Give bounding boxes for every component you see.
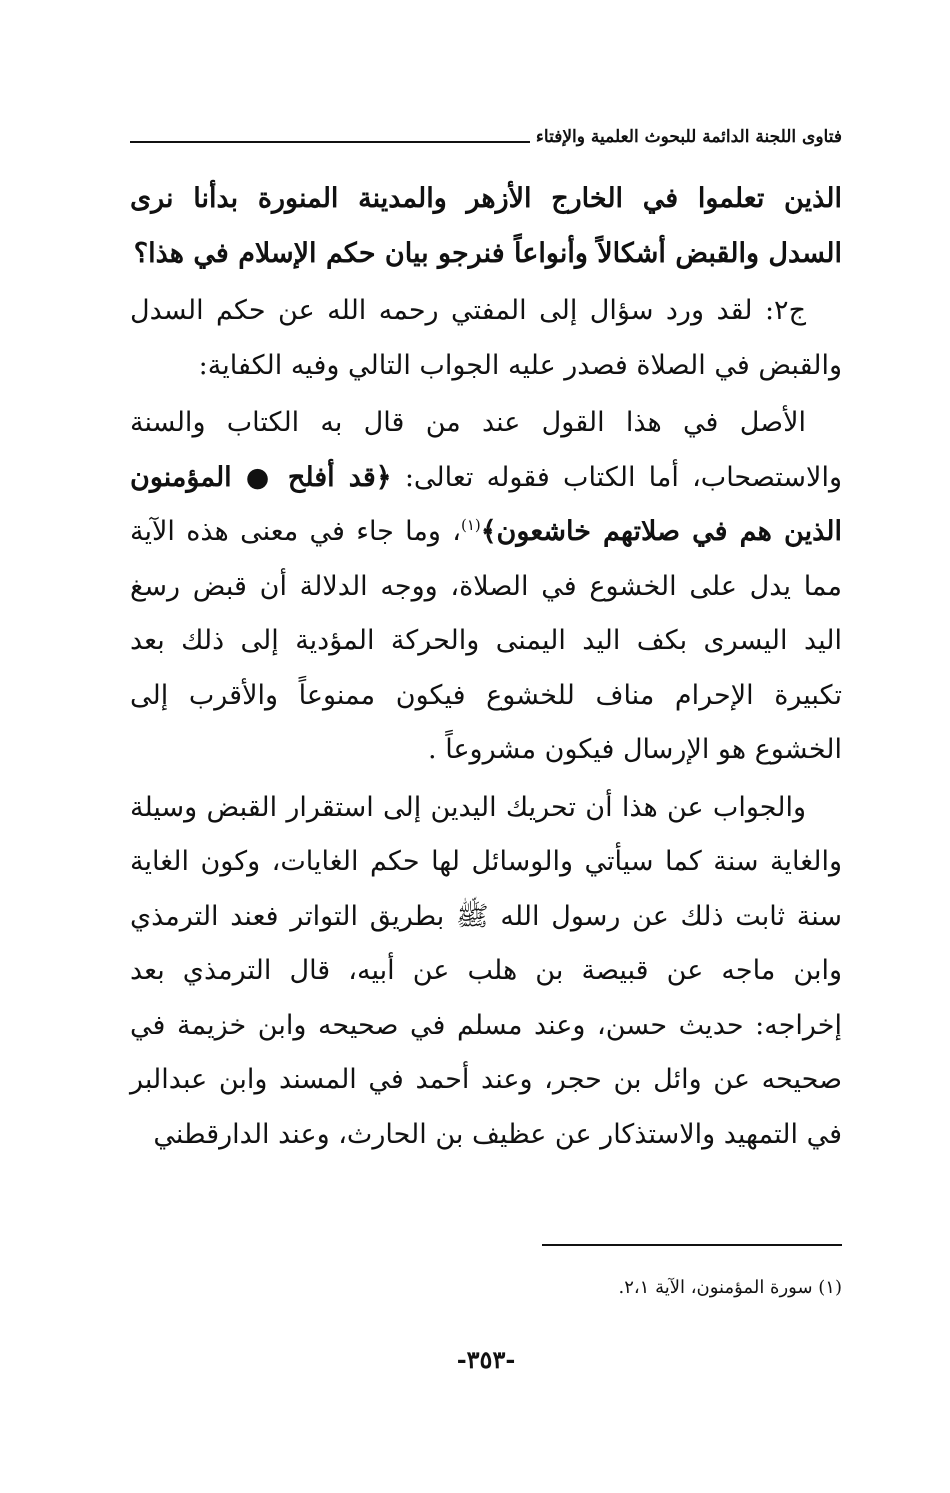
footnote-rule (542, 1244, 842, 1246)
quran-verse: ﴿قد أفلح ● المؤمنون الذين هم في صلاتهم خاشعون﴾ (130, 461, 842, 547)
question-paragraph: الذين تعلموا في الخارج الأزهر والمدينة المنورة بدأنا نرى السدل والقبض أشكالاً وأنواعاً فنرجو بيان حكم الإسلام في هذا؟ (130, 183, 842, 269)
running-header-title: فتاوى اللجنة الدائمة للبحوث العلمية والإفتاء (535, 127, 842, 147)
footnote: (١) سورة المؤمنون، الآية ٢،١. (618, 1277, 842, 1298)
document-page (130, 0, 842, 1493)
answer-paragraph-1 (130, 396, 842, 778)
body-text (130, 172, 842, 1162)
paragraph-1-start: الأصل في هذا القول عند من قال به الكتاب والسنة والاستصحاب، أما الكتاب فقوله تعالى: (130, 407, 842, 493)
header-rule (130, 141, 530, 143)
answer-paragraph-2: والجواب عن هذا أن تحريك اليدين إلى استقرار القبض وسيلة والغاية سنة كما سيأتي والوسائل لها حكم الغايات، وكون الغاية سنة ثابت ذلك عن رسول الله ﷺ بطريق التواتر فعند الترمذي وابن ماجه عن قبيصة بن هلب عن أبيه، قال الترمذي بعد إخراجه: حديث حسن، وعند مسلم في صحيحه وابن خزيمة في صحيحه عن وائل بن حجر، وعند أحمد في المسند وابن عبدالبر في التمهيد والاستذكار عن عظيف بن الحارث، وعند الدارقطني (130, 791, 842, 1150)
running-header (130, 118, 842, 148)
footnote-reference: (١) (460, 516, 481, 534)
answer-intro-paragraph: ج٢: لقد ورد سؤال إلى المفتي رحمه الله عن حكم السدل والقبض في الصلاة فصدر عليه الجواب التالي وفيه الكفاية: (130, 295, 842, 381)
paragraph-1-end: ، وما جاء في معنى هذه الآية مما يدل على الخشوع في الصلاة، ووجه الدلالة أن قبض رسغ اليد اليسرى بكف اليد اليمنى والحركة المؤدية إلى ذلك بعد تكبيرة الإحرام مناف للخشوع فيكون ممنوعاً والأقرب إلى الخشوع هو الإرسال فيكون مشروعاً . (130, 516, 842, 765)
page-number: -٣٥٣- (456, 1345, 516, 1374)
